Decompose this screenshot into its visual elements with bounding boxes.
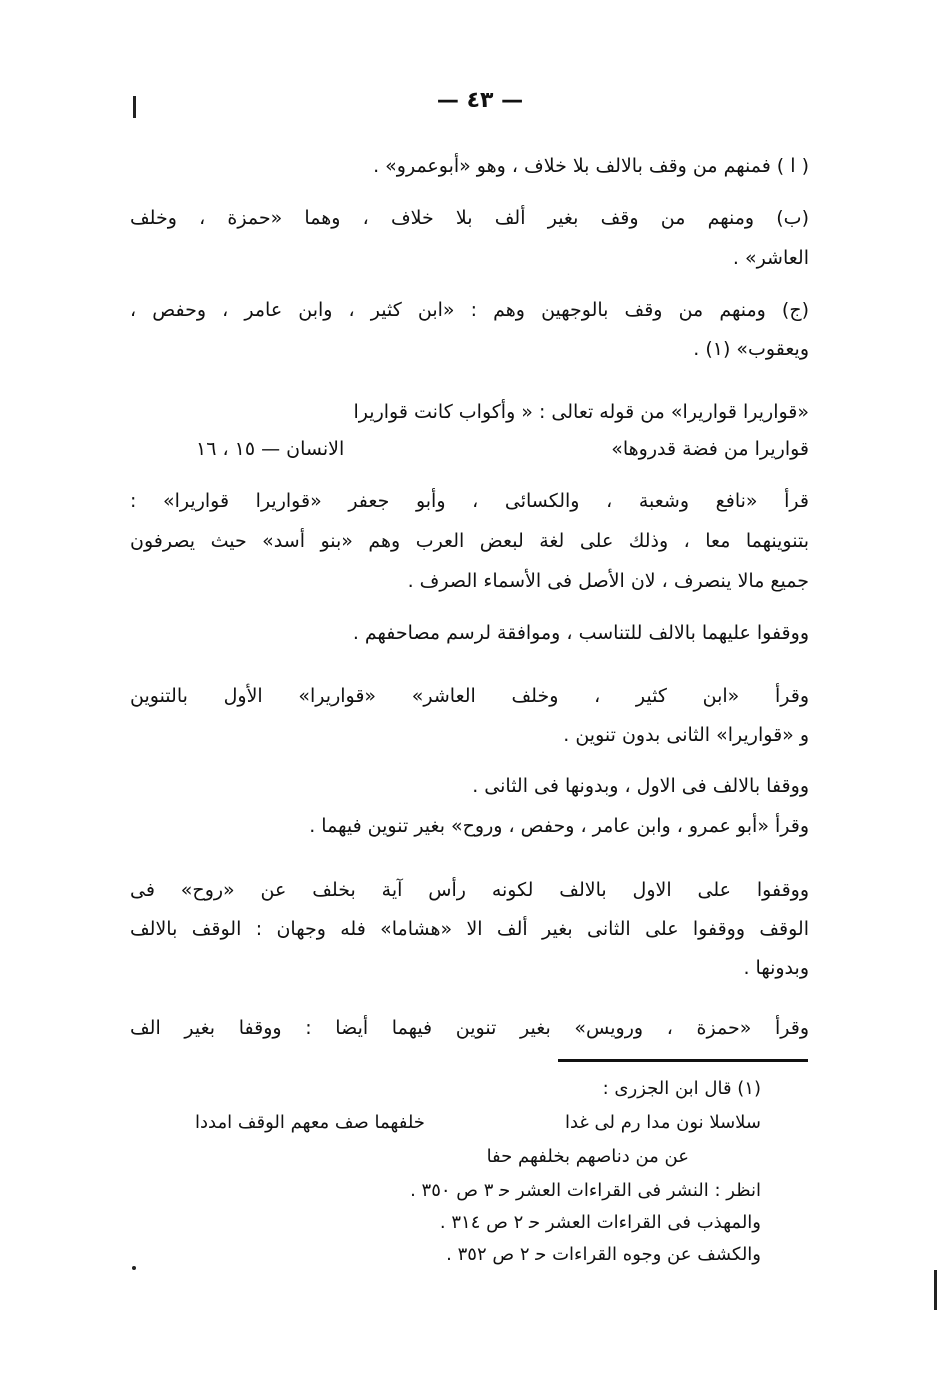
footnote-poem-hemistich-2: خلفهما صف معهم الوقف امددا xyxy=(195,1112,425,1133)
quran-verse-line-1: «قواريرا قواريرا» من قوله تعالى : « وأكواب كانت قواريرا xyxy=(353,401,809,423)
verse-reference: الانسان — ١٥ ، ١٦ xyxy=(196,438,345,460)
footnote-separator xyxy=(558,1059,808,1062)
footnote-line-1: (١) قال ابن الجزرى : xyxy=(602,1078,761,1099)
text-line-9: بتنوينهما معا ، وذلك على لغة لبعض العرب وهم «بنو أسد» حيث يصرفون xyxy=(130,530,809,552)
page-number: — ٤٣ — xyxy=(436,88,524,113)
text-line-12: وقرأ «ابن كثير ، وخلف العاشر» «قواريرا» الأول بالتنوين xyxy=(130,685,809,707)
quran-verse-line-2: قواريرا من فضة قدروها» xyxy=(611,438,809,460)
text-line-3: العاشر» . xyxy=(732,247,809,269)
text-line-10: جميع مالا ينصرف ، لان الأصل فى الأسماء الصرف . xyxy=(407,570,809,592)
text-line-17: الوقف ووقفوا على الثانى بغير ألف الا «هشاما» فله وجهان : الوقف بالالف xyxy=(130,918,809,940)
footnote-reference-3: والكشف عن وجوه القراءات ﺣ ٢ ص ٣٥٢ . xyxy=(446,1244,761,1265)
text-line-19: وقرأ «حمزة ، ورويس» بغير تنوين فيهما أيضا : ووقفا بغير الف xyxy=(130,1017,809,1039)
text-line-1: ( ا ) فمنهم من وقف بالالف بلا خلاف ، وهو «أبوعمرو» . xyxy=(373,155,809,177)
text-line-8: قرأ «نافع وشعبة ، والكسائى ، وأبو جعفر «قواريرا قواريرا» : xyxy=(130,490,809,512)
footnote-reference-1: انظر : النشر فى القراءات العشر ﺣ ٣ ص ٣٥٠ . xyxy=(410,1180,761,1201)
text-line-5: ويعقوب» (١) . xyxy=(693,338,809,360)
text-line-4: (ج) ومنهم من وقف بالوجهين وهم : «ابن كثير ، وابن عامر ، وحفص ، xyxy=(130,299,809,321)
text-line-18: وبدونها . xyxy=(743,957,809,979)
text-line-15: وقرأ «أبو عمرو ، وابن عامر ، وحفص ، وروح» بغير تنوين فيهما . xyxy=(309,815,809,837)
scan-mark-top-left xyxy=(133,96,136,118)
text-line-16: ووقفوا على الاول بالالف لكونه رأس آية بخلف عن «روح» فى xyxy=(130,879,809,901)
scan-dot xyxy=(132,1266,136,1270)
scan-mark-right-edge xyxy=(934,1270,937,1310)
text-line-2: (ب) ومنهم من وقف بغير ألف بلا خلاف ، وهما «حمزة ، وخلف xyxy=(130,207,809,229)
text-line-14: ووقفا بالالف فى الاول ، وبدونها فى الثانى . xyxy=(472,775,809,797)
footnote-reference-2: والمهذب فى القراءات العشر ﺣ ٢ ص ٣١٤ . xyxy=(439,1212,761,1233)
text-line-11: ووقفوا عليهما بالالف للتناسب ، وموافقة لرسم مصاحفهم . xyxy=(352,622,809,644)
text-line-13: و «قواريرا» الثانى بدون تنوين . xyxy=(563,724,809,746)
footnote-poem-hemistich-1: سلاسلا نون مدا رم لى غدا xyxy=(564,1112,761,1133)
footnote-poem-line-2: عن من دناصهم بخلفهم حفا xyxy=(486,1146,689,1167)
